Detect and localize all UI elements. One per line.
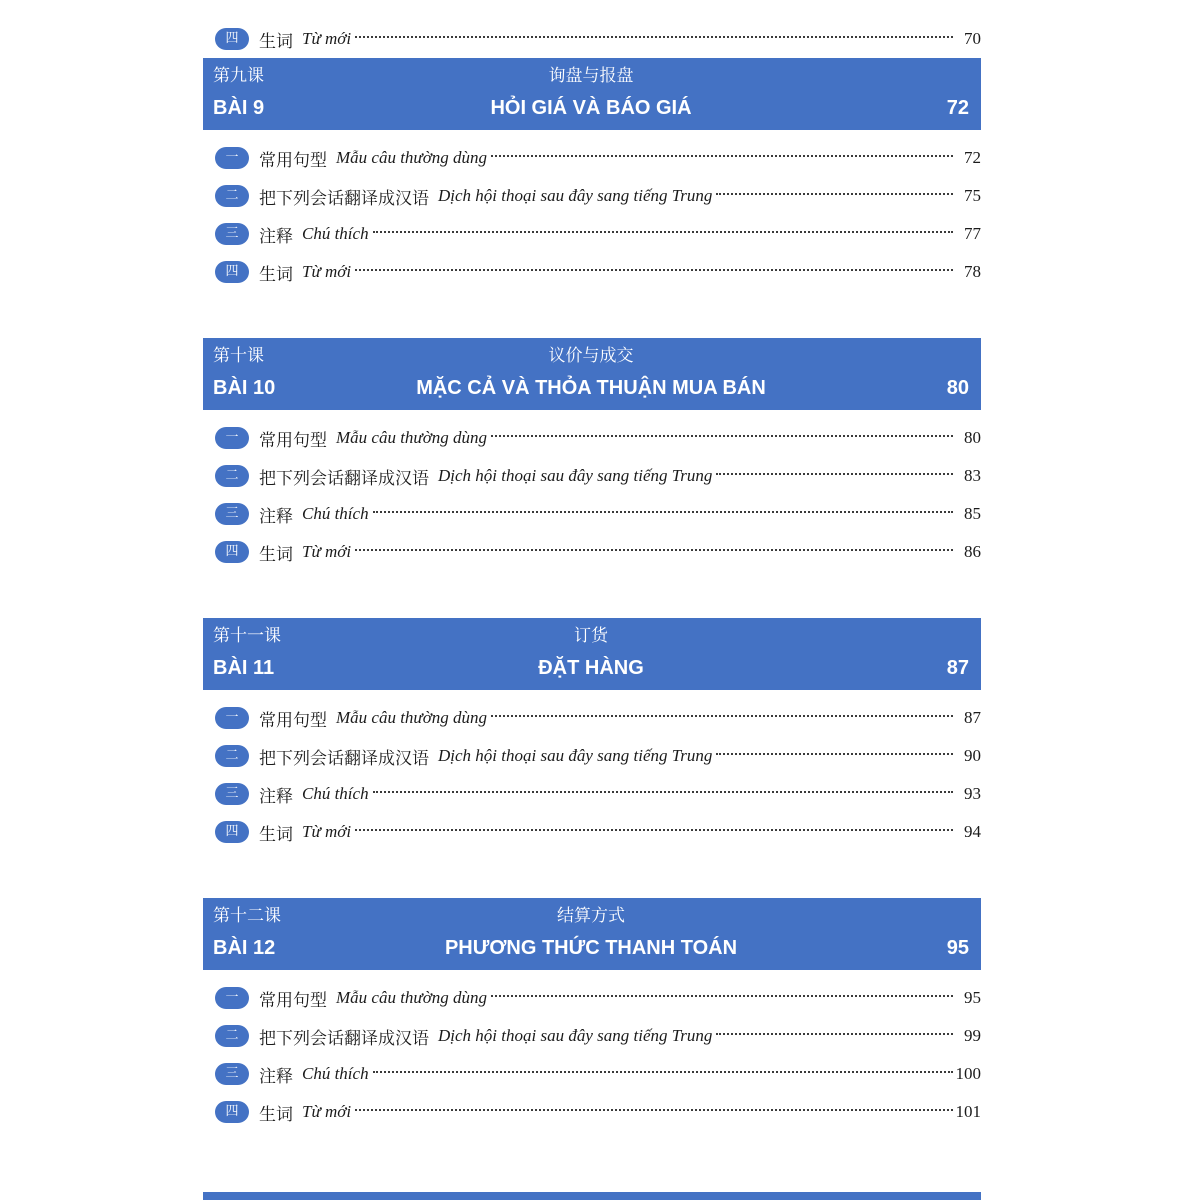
toc-item [203, 495, 981, 533]
item-zh-label: 注释 [259, 506, 293, 527]
dotted-leader [716, 193, 953, 195]
vi-lesson-title: HỎI GIÁ VÀ BÁO GIÁ [490, 97, 692, 119]
item-page-number: 78 [964, 262, 981, 281]
item-number-badge: 一 [215, 707, 249, 729]
vi-lesson-label: BÀI 11 [213, 657, 275, 679]
item-page-number: 85 [964, 504, 981, 523]
zh-lesson-title: 结算方式 [557, 906, 625, 926]
item-vi-label: Dịch hội thoại sau đây sang tiếng Trung [438, 466, 713, 485]
item-zh-label: 把下列会话翻译成汉语 [259, 748, 429, 769]
item-page-number: 70 [964, 29, 981, 48]
lesson-header-zh-row [213, 61, 969, 91]
vi-lesson-label: BÀI 10 [213, 377, 276, 399]
item-vi-label: Từ mới [302, 542, 352, 561]
vi-lesson-label: BÀI 12 [213, 937, 276, 959]
zh-lesson-title: 议价与成交 [548, 346, 634, 366]
lesson-header [203, 338, 981, 410]
lesson-items [203, 699, 981, 851]
item-page-number: 99 [964, 1026, 981, 1045]
toc-item [203, 457, 981, 495]
item-page-number: 75 [964, 186, 981, 205]
item-number-badge: 一 [215, 987, 249, 1009]
toc-item [203, 1055, 981, 1093]
zh-lesson-label: 第十课 [213, 346, 264, 366]
item-vi-label: Chú thích [302, 224, 369, 243]
item-zh-label: 把下列会话翻译成汉语 [259, 188, 429, 209]
item-page-number: 94 [964, 822, 981, 841]
toc-item [203, 737, 981, 775]
dotted-leader [355, 1109, 953, 1111]
item-number-badge: 四 [215, 1101, 249, 1123]
toc-item [203, 979, 981, 1017]
lessons-list [203, 58, 981, 1131]
vi-lesson-title: ĐẶT HÀNG [538, 657, 644, 679]
lesson-items [203, 419, 981, 571]
toc-item [203, 20, 981, 58]
item-vi-label: Từ mới [302, 1102, 352, 1121]
lesson-header [203, 58, 981, 130]
lesson-items [203, 979, 981, 1131]
item-number-badge: 二 [215, 185, 249, 207]
item-number-badge: 二 [215, 745, 249, 767]
item-number-badge: 三 [215, 503, 249, 525]
lesson-header [203, 898, 981, 970]
lesson-header-zh-row [213, 621, 969, 651]
lesson-header-vi-row [213, 931, 969, 965]
item-number-badge: 四 [215, 261, 249, 283]
lesson-header-vi-row [213, 651, 969, 685]
item-zh-label: 把下列会话翻译成汉语 [259, 468, 429, 489]
item-zh-label: 常用句型 [259, 990, 327, 1011]
zh-lesson-label: 第九课 [213, 66, 264, 86]
toc-item [203, 215, 981, 253]
dotted-leader [373, 1071, 953, 1073]
toc-item [203, 533, 981, 571]
item-page-number: 86 [964, 542, 981, 561]
bottom-partial-header-bar [203, 1192, 981, 1200]
dotted-leader [716, 1033, 953, 1035]
item-zh-label: 生词 [259, 31, 293, 52]
item-vi-label: Mẫu câu thường dùng [336, 428, 488, 447]
item-number-badge: 二 [215, 465, 249, 487]
toc-item [203, 813, 981, 851]
item-zh-label: 生词 [259, 1104, 293, 1125]
lesson-page-number: 87 [946, 657, 969, 679]
dotted-leader [491, 995, 953, 997]
item-page-number: 100 [955, 1064, 981, 1083]
item-number-badge: 四 [215, 28, 249, 50]
lesson-block [203, 618, 981, 851]
item-zh-label: 注释 [259, 226, 293, 247]
item-vi-label: Mẫu câu thường dùng [336, 988, 488, 1007]
toc-item [203, 1093, 981, 1131]
item-zh-label: 把下列会话翻译成汉语 [259, 1028, 429, 1049]
zh-lesson-label: 第十二课 [213, 906, 281, 926]
item-vi-label: Từ mới [302, 29, 352, 48]
item-page-number: 77 [964, 224, 981, 243]
item-zh-label: 常用句型 [259, 150, 327, 171]
item-zh-label: 注释 [259, 786, 293, 807]
item-vi-label: Chú thích [302, 504, 369, 523]
item-zh-label: 常用句型 [259, 710, 327, 731]
lesson-block [203, 338, 981, 571]
zh-lesson-title: 询盘与报盘 [548, 66, 634, 86]
toc-item [203, 253, 981, 291]
dotted-leader [355, 269, 953, 271]
item-page-number: 83 [964, 466, 981, 485]
item-zh-label: 生词 [259, 264, 293, 285]
dotted-leader [373, 511, 953, 513]
item-zh-label: 生词 [259, 544, 293, 565]
lesson-page-number: 72 [946, 97, 969, 119]
dotted-leader [355, 829, 953, 831]
item-zh-label: 常用句型 [259, 430, 327, 451]
lesson-header [203, 618, 981, 690]
lesson-header-vi-row [213, 91, 969, 125]
lesson-page-number: 80 [946, 377, 969, 399]
item-number-badge: 四 [215, 541, 249, 563]
zh-lesson-label: 第十一课 [213, 626, 281, 646]
dotted-leader [491, 715, 953, 717]
item-page-number: 101 [955, 1102, 981, 1121]
lesson-items [203, 139, 981, 291]
item-vi-label: Chú thích [302, 1064, 369, 1083]
toc-item [203, 139, 981, 177]
item-vi-label: Chú thích [302, 784, 369, 803]
dotted-leader [716, 473, 953, 475]
lesson-block [203, 898, 981, 1131]
item-vi-label: Từ mới [302, 822, 352, 841]
dotted-leader [491, 435, 953, 437]
item-page-number: 87 [964, 708, 981, 727]
vi-lesson-label: BÀI 9 [213, 97, 265, 119]
item-number-badge: 三 [215, 783, 249, 805]
item-vi-label: Mẫu câu thường dùng [336, 708, 488, 727]
item-vi-label: Dịch hội thoại sau đây sang tiếng Trung [438, 746, 713, 765]
dotted-leader [491, 155, 953, 157]
toc-item [203, 177, 981, 215]
vi-lesson-title: MẶC CẢ VÀ THỎA THUẬN MUA BÁN [416, 377, 766, 399]
item-number-badge: 二 [215, 1025, 249, 1047]
item-vi-label: Dịch hội thoại sau đây sang tiếng Trung [438, 1026, 713, 1045]
toc-item [203, 775, 981, 813]
toc-item [203, 1017, 981, 1055]
item-page-number: 93 [964, 784, 981, 803]
item-zh-label: 生词 [259, 824, 293, 845]
item-number-badge: 一 [215, 427, 249, 449]
lesson-header-vi-row [213, 371, 969, 405]
vi-lesson-title: PHƯƠNG THỨC THANH TOÁN [444, 937, 738, 959]
item-number-badge: 一 [215, 147, 249, 169]
lesson-header-zh-row [213, 341, 969, 371]
dotted-leader [355, 549, 953, 551]
item-page-number: 72 [964, 148, 981, 167]
lesson-block [203, 58, 981, 291]
lesson-header-zh-row [213, 901, 969, 931]
item-page-number: 90 [964, 746, 981, 765]
lesson-page-number: 95 [946, 937, 969, 959]
table-of-contents-page [203, 0, 981, 1178]
dotted-leader [373, 231, 953, 233]
item-page-number: 80 [964, 428, 981, 447]
toc-item [203, 699, 981, 737]
dotted-leader [373, 791, 953, 793]
dotted-leader [716, 753, 953, 755]
dotted-leader [355, 36, 953, 38]
item-vi-label: Từ mới [302, 262, 352, 281]
item-vi-label: Dịch hội thoại sau đây sang tiếng Trung [438, 186, 713, 205]
item-number-badge: 三 [215, 1063, 249, 1085]
item-page-number: 95 [964, 988, 981, 1007]
item-number-badge: 三 [215, 223, 249, 245]
item-zh-label: 注释 [259, 1066, 293, 1087]
zh-lesson-title: 订货 [574, 626, 608, 646]
item-vi-label: Mẫu câu thường dùng [336, 148, 488, 167]
item-number-badge: 四 [215, 821, 249, 843]
toc-item [203, 419, 981, 457]
